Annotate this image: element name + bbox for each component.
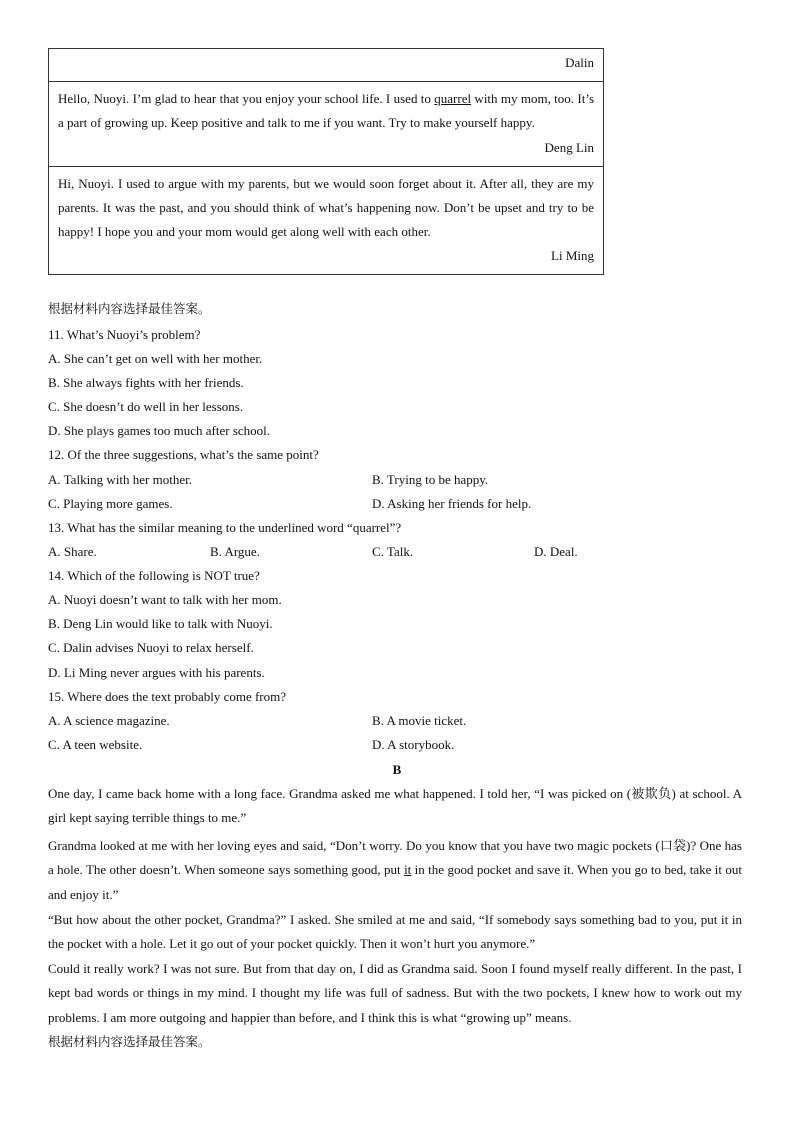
option: C. Talk. (372, 544, 414, 559)
question-stem: 14. Which of the following is NOT true? (48, 568, 260, 583)
signature: Li Ming (551, 248, 594, 264)
option: B. Argue. (210, 544, 260, 559)
instruction-b: 根据材料内容选择最佳答案。 (48, 1034, 211, 1049)
option: B. A movie ticket. (372, 713, 467, 728)
signature: Deng Lin (544, 139, 594, 155)
letters-table (48, 48, 604, 275)
instruction-a: 根据材料内容选择最佳答案。 (48, 301, 211, 316)
underlined-word: it (404, 862, 412, 878)
option: A. A science magazine. (48, 713, 170, 728)
option: A. Share. (48, 544, 97, 559)
question-stem: 15. Where does the text probably come from? (48, 689, 287, 704)
letter-text-part: with my mom, too. It’s a part of growing up. Keep positive and talk to me if you want. Try to make yourself happy. (58, 91, 594, 131)
option: A. Nuoyi doesn’t want to talk with her mom. (48, 592, 282, 607)
signature: Dalin (565, 55, 594, 70)
option: D. She plays games too much after school. (48, 423, 271, 438)
option: B. Trying to be happy. (372, 472, 489, 487)
section-heading: B (392, 762, 402, 777)
letter-row-dalin (49, 49, 603, 81)
option: A. Talking with her mother. (48, 472, 192, 487)
letter-row-deng-lin (49, 81, 603, 166)
paragraph: “But how about the other pocket, Grandma?” I asked. She smiled at me and said, “If somebody says something bad to you, put it in the pocket with a hole. Let it go out of your pocket quickly. Then it won’t hurt you anymore.” (48, 912, 742, 952)
paragraph: One day, I came back home with a long face. Grandma asked me what happened. I told her, “I was picked on (被欺负) at school. A girl kept saying terrible things to me.” (48, 786, 742, 826)
question-stem: 12. Of the three suggestions, what’s the same point? (48, 447, 319, 462)
question-stem: 11. What’s Nuoyi’s problem? (48, 327, 201, 342)
option: C. Playing more games. (48, 496, 173, 511)
paragraph-part: Grandma looked at me with her loving eyes and said, “Don’t worry. Do you know that you have two magic pockets (口袋)? One has a hole. The other doesn’t. When someone says something good, put (48, 838, 742, 878)
option: C. She doesn’t do well in her lessons. (48, 399, 244, 414)
option: B. Deng Lin would like to talk with Nuoyi. (48, 616, 273, 631)
option: C. A teen website. (48, 737, 143, 752)
option: A. She can’t get on well with her mother. (48, 351, 263, 366)
option: D. Li Ming never argues with his parents. (48, 665, 265, 680)
letter-row-li-ming (49, 166, 603, 275)
option: D. Asking her friends for help. (372, 496, 532, 511)
letter-text (58, 87, 594, 136)
paragraph: Could it really work? I was not sure. But from that day on, I did as Grandma said. Soon I found myself really different. In the past, I kept bad words or things in my mind. I thought my life was full of sadness. But with the two pockets, I knew how to work out my problems. I am more outgoing and happier than before, and I think this is what “growing up” means. (48, 961, 742, 1025)
paragraph-part: in the good pocket and save it. When you go to bed, take it out and enjoy it.” (48, 862, 742, 902)
option: D. A storybook. (372, 737, 455, 752)
option: B. She always fights with her friends. (48, 375, 244, 390)
question-stem: 13. What has the similar meaning to the underlined word “quarrel”? (48, 520, 402, 535)
letter-text: Hi, Nuoyi. I used to argue with my parents, but we would soon forget about it. After all, they are my parents. It was the past, and you should think of what’s happening now. Don’t be upset and try to be happy! I hope you and your mom would get along well with each other. (58, 175, 594, 240)
letter-text-part: Hello, Nuoyi. I’m glad to hear that you enjoy your school life. I used to (58, 91, 435, 106)
underlined-word: quarrel (434, 91, 472, 106)
option: C. Dalin advises Nuoyi to relax herself. (48, 640, 254, 655)
option: D. Deal. (534, 544, 578, 559)
paragraph (48, 834, 742, 907)
